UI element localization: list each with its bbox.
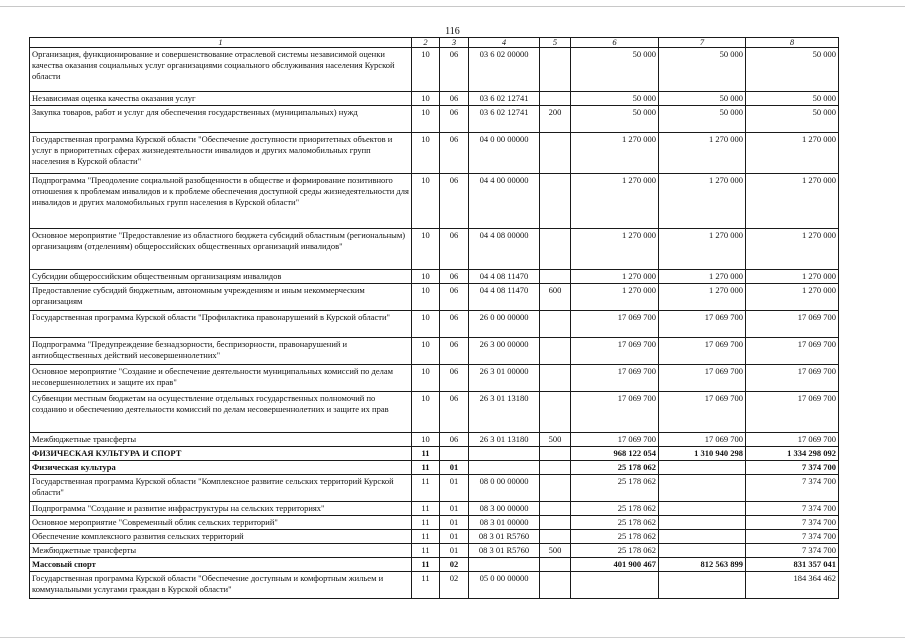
row-section: 10 <box>412 92 440 106</box>
row-amount-year1: 25 178 062 <box>571 502 659 516</box>
col-header-pr: 3 <box>440 38 469 48</box>
table-row <box>30 311 839 338</box>
row-amount-year1: 1 270 000 <box>571 270 659 284</box>
table-row <box>30 572 839 599</box>
row-target-code: 08 3 00 00000 <box>469 502 540 516</box>
budget-table <box>29 37 839 599</box>
table-row <box>30 92 839 106</box>
row-target-code: 03 6 02 12741 <box>469 106 540 133</box>
table-row <box>30 229 839 270</box>
row-name: Государственная программа Курской области "Обеспечение доступности приоритетных объектов и услуг в приоритетных сферах жизнедеятельности инвалидов и других маломобильных групп населения в Курской области" <box>30 133 412 174</box>
row-expense-type: 500 <box>540 544 571 558</box>
row-expense-type: 200 <box>540 106 571 133</box>
table-row <box>30 433 839 447</box>
col-header-rz: 2 <box>412 38 440 48</box>
row-expense-type: 500 <box>540 433 571 447</box>
row-name: Предоставление субсидий бюджетным, автономным учреждениям и иным некоммерческим организациям <box>30 284 412 311</box>
row-subsection: 06 <box>440 174 469 229</box>
top-rule <box>0 6 905 7</box>
row-amount-year3: 831 357 041 <box>746 558 839 572</box>
row-amount-year1: 17 069 700 <box>571 433 659 447</box>
row-expense-type <box>540 392 571 433</box>
table-row <box>30 284 839 311</box>
row-target-code: 04 0 00 00000 <box>469 133 540 174</box>
row-section: 11 <box>412 475 440 502</box>
row-target-code: 08 0 00 00000 <box>469 475 540 502</box>
table-row <box>30 530 839 544</box>
row-amount-year1: 25 178 062 <box>571 475 659 502</box>
table-row <box>30 133 839 174</box>
row-subsection: 06 <box>440 311 469 338</box>
row-amount-year1: 25 178 062 <box>571 461 659 475</box>
row-amount-year1: 17 069 700 <box>571 311 659 338</box>
row-name: Субвенции местным бюджетам на осуществление отдельных государственных полномочий по созданию и обеспечению деятельности комиссий по делам несовершеннолетних и защите их прав <box>30 392 412 433</box>
row-target-code <box>469 461 540 475</box>
col-header-csr: 4 <box>469 38 540 48</box>
row-subsection: 06 <box>440 48 469 92</box>
row-amount-year1: 17 069 700 <box>571 338 659 365</box>
col-header-name: 1 <box>30 38 412 48</box>
row-subsection: 06 <box>440 92 469 106</box>
row-expense-type <box>540 447 571 461</box>
row-amount-year2: 1 270 000 <box>659 270 746 284</box>
table-row <box>30 461 839 475</box>
row-name: Основное мероприятие "Предоставление из областного бюджета субсидий областным (региональным) организациям (отделениям) общероссийских общественных организаций инвалидов" <box>30 229 412 270</box>
col-header-year1: 6 <box>571 38 659 48</box>
row-section: 10 <box>412 338 440 365</box>
row-name: Закупка товаров, работ и услуг для обеспечения государственных (муниципальных) нужд <box>30 106 412 133</box>
table-row <box>30 475 839 502</box>
row-amount-year2: 1 310 940 298 <box>659 447 746 461</box>
row-amount-year1: 17 069 700 <box>571 392 659 433</box>
row-amount-year2 <box>659 572 746 599</box>
row-name: ФИЗИЧЕСКАЯ КУЛЬТУРА И СПОРТ <box>30 447 412 461</box>
row-amount-year3: 7 374 700 <box>746 530 839 544</box>
row-amount-year3: 1 270 000 <box>746 229 839 270</box>
table-row <box>30 365 839 392</box>
row-expense-type <box>540 572 571 599</box>
table-row <box>30 502 839 516</box>
row-amount-year1: 25 178 062 <box>571 516 659 530</box>
row-amount-year3: 50 000 <box>746 106 839 133</box>
table-row <box>30 516 839 530</box>
row-name: Межбюджетные трансферты <box>30 433 412 447</box>
row-expense-type <box>540 133 571 174</box>
row-amount-year3: 184 364 462 <box>746 572 839 599</box>
row-amount-year3: 7 374 700 <box>746 516 839 530</box>
row-section: 10 <box>412 392 440 433</box>
row-amount-year3: 1 334 298 092 <box>746 447 839 461</box>
row-expense-type <box>540 516 571 530</box>
row-target-code: 05 0 00 00000 <box>469 572 540 599</box>
row-amount-year3: 1 270 000 <box>746 270 839 284</box>
row-subsection: 06 <box>440 392 469 433</box>
row-subsection: 06 <box>440 106 469 133</box>
row-subsection: 01 <box>440 461 469 475</box>
row-section: 11 <box>412 544 440 558</box>
row-expense-type <box>540 558 571 572</box>
table-row <box>30 48 839 92</box>
row-amount-year1: 968 122 054 <box>571 447 659 461</box>
row-subsection: 02 <box>440 572 469 599</box>
row-expense-type <box>540 338 571 365</box>
row-section: 10 <box>412 311 440 338</box>
row-amount-year1: 17 069 700 <box>571 365 659 392</box>
row-amount-year1: 25 178 062 <box>571 530 659 544</box>
row-subsection: 02 <box>440 558 469 572</box>
row-amount-year3: 50 000 <box>746 92 839 106</box>
row-expense-type <box>540 270 571 284</box>
row-amount-year3: 17 069 700 <box>746 338 839 365</box>
row-subsection: 01 <box>440 475 469 502</box>
row-amount-year1: 1 270 000 <box>571 229 659 270</box>
row-section: 10 <box>412 433 440 447</box>
row-amount-year2: 17 069 700 <box>659 338 746 365</box>
row-subsection: 06 <box>440 270 469 284</box>
row-target-code <box>469 558 540 572</box>
row-amount-year2 <box>659 502 746 516</box>
row-target-code: 08 3 01 R5760 <box>469 530 540 544</box>
row-subsection: 06 <box>440 284 469 311</box>
row-amount-year3: 7 374 700 <box>746 461 839 475</box>
row-subsection <box>440 447 469 461</box>
row-amount-year3: 50 000 <box>746 48 839 92</box>
row-amount-year2 <box>659 516 746 530</box>
row-amount-year3: 17 069 700 <box>746 311 839 338</box>
bottom-rule <box>0 637 905 638</box>
row-amount-year1: 1 270 000 <box>571 284 659 311</box>
row-amount-year3: 7 374 700 <box>746 475 839 502</box>
row-name: Обеспечение комплексного развития сельских территорий <box>30 530 412 544</box>
row-amount-year1: 50 000 <box>571 106 659 133</box>
row-expense-type <box>540 502 571 516</box>
row-subsection: 06 <box>440 338 469 365</box>
row-target-code: 04 4 08 00000 <box>469 229 540 270</box>
row-name: Основное мероприятие "Современный облик сельских территорий" <box>30 516 412 530</box>
row-section: 11 <box>412 530 440 544</box>
table-row <box>30 270 839 284</box>
row-amount-year2 <box>659 475 746 502</box>
row-expense-type <box>540 229 571 270</box>
row-expense-type <box>540 174 571 229</box>
row-target-code: 08 3 01 00000 <box>469 516 540 530</box>
row-amount-year1 <box>571 572 659 599</box>
row-amount-year1: 1 270 000 <box>571 133 659 174</box>
row-section: 10 <box>412 365 440 392</box>
table-row <box>30 174 839 229</box>
row-section: 10 <box>412 270 440 284</box>
row-expense-type <box>540 475 571 502</box>
row-amount-year3: 7 374 700 <box>746 502 839 516</box>
row-amount-year1: 25 178 062 <box>571 544 659 558</box>
row-name: Подпрограмма "Предупреждение безнадзорности, беспризорности, правонарушений и антиобщественных действий несовершеннолетних" <box>30 338 412 365</box>
row-amount-year2: 812 563 899 <box>659 558 746 572</box>
row-target-code <box>469 447 540 461</box>
row-amount-year3: 1 270 000 <box>746 284 839 311</box>
row-target-code: 26 0 00 00000 <box>469 311 540 338</box>
row-name: Подпрограмма "Создание и развитие инфраструктуры на сельских территориях" <box>30 502 412 516</box>
row-expense-type <box>540 461 571 475</box>
row-target-code: 04 4 08 11470 <box>469 270 540 284</box>
row-amount-year2: 17 069 700 <box>659 392 746 433</box>
row-section: 11 <box>412 558 440 572</box>
row-name: Межбюджетные трансферты <box>30 544 412 558</box>
row-amount-year1: 50 000 <box>571 92 659 106</box>
row-target-code: 26 3 01 13180 <box>469 433 540 447</box>
row-section: 10 <box>412 48 440 92</box>
row-subsection: 01 <box>440 502 469 516</box>
table-row <box>30 447 839 461</box>
table-row <box>30 544 839 558</box>
row-target-code: 08 3 01 R5760 <box>469 544 540 558</box>
row-amount-year1: 1 270 000 <box>571 174 659 229</box>
table-body <box>30 38 839 599</box>
row-section: 10 <box>412 284 440 311</box>
row-amount-year2: 50 000 <box>659 92 746 106</box>
row-name: Независимая оценка качества оказания услуг <box>30 92 412 106</box>
row-amount-year2: 17 069 700 <box>659 365 746 392</box>
row-target-code: 03 6 02 00000 <box>469 48 540 92</box>
row-name: Субсидии общероссийским общественным организациям инвалидов <box>30 270 412 284</box>
row-amount-year3: 17 069 700 <box>746 433 839 447</box>
row-name: Организация, функционирование и совершенствование отраслевой системы независимой оценки качества оказания социальных услуг организациями социального обслуживания населения Курской области <box>30 48 412 92</box>
row-section: 11 <box>412 461 440 475</box>
row-amount-year2: 1 270 000 <box>659 174 746 229</box>
row-name: Подпрограмма "Преодоление социальной разобщенности в обществе и формирование позитивного отношения к проблемам инвалидов и к проблеме обеспечения доступной среды жизнедеятельности для инвалидов и других маломобильных групп населения в Курской области" <box>30 174 412 229</box>
table-row <box>30 338 839 365</box>
row-subsection: 01 <box>440 516 469 530</box>
row-amount-year2 <box>659 530 746 544</box>
row-name: Государственная программа Курской области "Комплексное развитие сельских территорий Курской области" <box>30 475 412 502</box>
row-amount-year2: 17 069 700 <box>659 311 746 338</box>
row-amount-year2: 1 270 000 <box>659 133 746 174</box>
row-section: 10 <box>412 174 440 229</box>
row-name: Государственная программа Курской области "Профилактика правонарушений в Курской области" <box>30 311 412 338</box>
row-section: 10 <box>412 229 440 270</box>
row-target-code: 04 4 00 00000 <box>469 174 540 229</box>
row-section: 11 <box>412 572 440 599</box>
row-expense-type <box>540 311 571 338</box>
row-subsection: 01 <box>440 530 469 544</box>
row-subsection: 06 <box>440 433 469 447</box>
row-target-code: 26 3 01 13180 <box>469 392 540 433</box>
row-amount-year2: 17 069 700 <box>659 433 746 447</box>
header-row <box>30 38 839 48</box>
page-number: 116 <box>445 26 460 37</box>
row-amount-year1: 401 900 467 <box>571 558 659 572</box>
row-amount-year2: 1 270 000 <box>659 284 746 311</box>
row-amount-year2: 50 000 <box>659 48 746 92</box>
row-section: 11 <box>412 502 440 516</box>
col-header-year2: 7 <box>659 38 746 48</box>
row-section: 10 <box>412 133 440 174</box>
table-row <box>30 106 839 133</box>
row-expense-type <box>540 48 571 92</box>
row-expense-type <box>540 530 571 544</box>
row-section: 11 <box>412 516 440 530</box>
row-amount-year2: 50 000 <box>659 106 746 133</box>
row-expense-type <box>540 365 571 392</box>
row-amount-year2 <box>659 461 746 475</box>
row-expense-type: 600 <box>540 284 571 311</box>
row-amount-year3: 7 374 700 <box>746 544 839 558</box>
row-target-code: 04 4 08 11470 <box>469 284 540 311</box>
row-target-code: 26 3 01 00000 <box>469 365 540 392</box>
row-target-code: 26 3 00 00000 <box>469 338 540 365</box>
table-row <box>30 558 839 572</box>
row-amount-year2: 1 270 000 <box>659 229 746 270</box>
row-subsection: 06 <box>440 133 469 174</box>
col-header-vr: 5 <box>540 38 571 48</box>
row-name: Основное мероприятие "Создание и обеспечение деятельности муниципальных комиссий по делам несовершеннолетних и защите их прав" <box>30 365 412 392</box>
row-amount-year1: 50 000 <box>571 48 659 92</box>
row-amount-year3: 1 270 000 <box>746 174 839 229</box>
row-subsection: 06 <box>440 365 469 392</box>
col-header-year3: 8 <box>746 38 839 48</box>
row-amount-year2 <box>659 544 746 558</box>
table-row <box>30 392 839 433</box>
row-amount-year3: 17 069 700 <box>746 392 839 433</box>
row-subsection: 01 <box>440 544 469 558</box>
row-name: Массовый спорт <box>30 558 412 572</box>
row-expense-type <box>540 92 571 106</box>
row-amount-year3: 17 069 700 <box>746 365 839 392</box>
row-target-code: 03 6 02 12741 <box>469 92 540 106</box>
row-section: 10 <box>412 106 440 133</box>
row-name: Физическая культура <box>30 461 412 475</box>
row-amount-year3: 1 270 000 <box>746 133 839 174</box>
row-name: Государственная программа Курской области "Обеспечение доступным и комфортным жильем и коммунальными услугами граждан в Курской области" <box>30 572 412 599</box>
row-subsection: 06 <box>440 229 469 270</box>
row-section: 11 <box>412 447 440 461</box>
